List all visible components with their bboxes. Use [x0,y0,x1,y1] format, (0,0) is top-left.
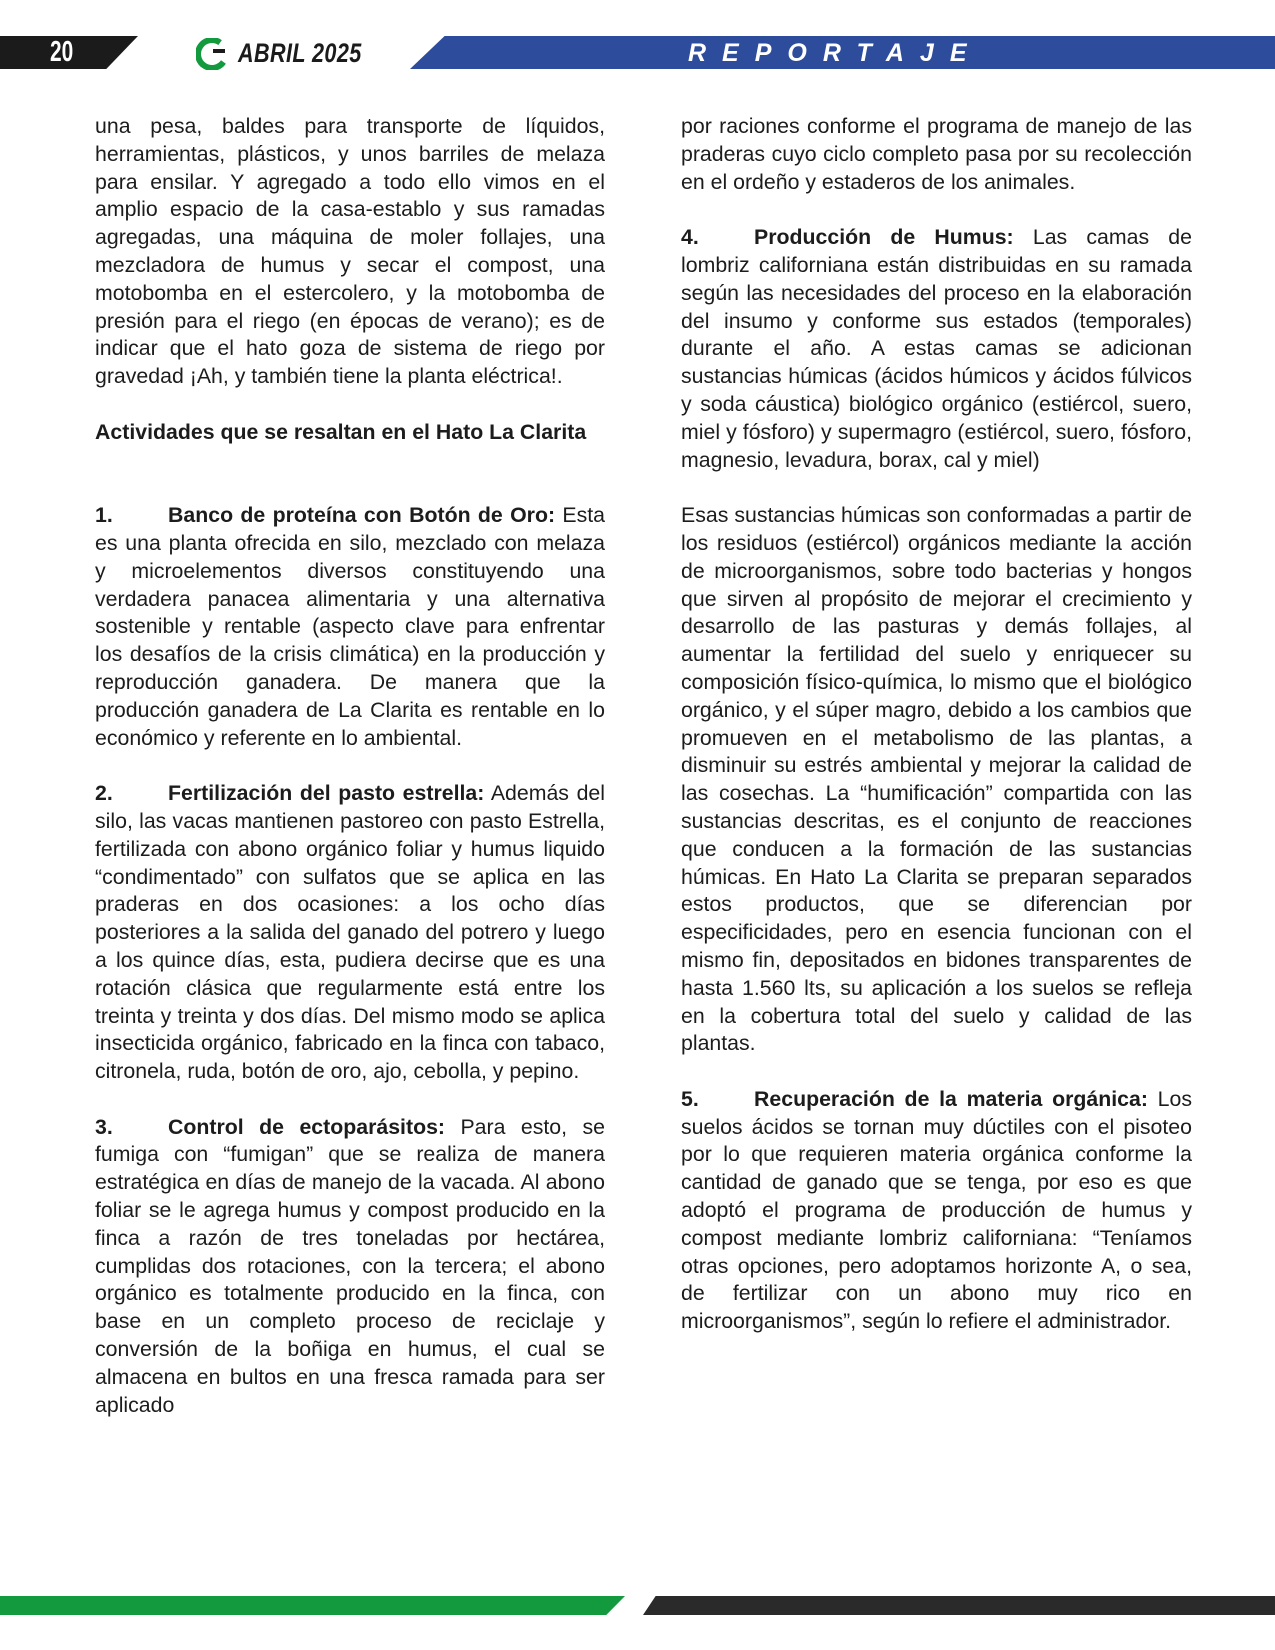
left-column [95,113,605,1419]
item-text: Esta es una planta ofrecida en silo, mezclado con melaza y microelementos diversos constituyendo una verdadera panacea alimentaria y una alternativa sostenible y rentable (aspecto clave para enfrentar los desafíos de la crisis climática) en la producción y reproducción ganadera. De manera que la producción ganadera de La Clarita es rentable en lo económico y referente en lo ambiental. [95,503,605,750]
item-title: Control de ectoparásitos: [168,1114,446,1139]
list-item-3 [95,1114,605,1420]
item-text: Además del silo, las vacas mantienen pastoreo con pasto Estrella, fertilizada con abono orgánico foliar y humus liquido “condimentado” con sulfatos que se aplica en las praderas en dos ocasiones: a los ocho días posteriores a la salida del ganado del potrero y luego a los quince días, esta, pudiera decirse que es una rotación clásica que regularmente está entre los treinta y treinta y dos días. Del mismo modo se aplica insecticida orgánico, fabricado en la finca con tabaco, citronela, ruda, botón de oro, ajo, cebolla, y pepino. [95,781,605,1084]
item-number: 1. [95,503,113,528]
list-item-5 [681,1086,1192,1336]
item-title: Recuperación de la materia orgánica: [754,1086,1148,1111]
item-title: Producción de Humus: [754,225,1014,250]
item-number: 5. [681,1086,699,1111]
section-title: REPORTAJE [688,39,983,67]
list-item-4 [681,224,1192,474]
right-column [681,113,1192,1336]
section-heading: Actividades que se resaltan en el Hato La Clarita [95,419,587,444]
list-item-2 [95,780,605,1086]
body-paragraph: por raciones conforme el programa de manejo de las praderas cuyo ciclo completo pasa por su recolección en el ordeño y estaderos de los animales. [681,114,1192,194]
item-title: Banco de proteína con Botón de Oro: [168,503,556,528]
footer-dark-bar [643,1596,1275,1615]
body-paragraph: una pesa, baldes para transporte de líquidos, herramientas, plásticos, y unos barriles de melaza para ensilar. Y agregado a todo ello vimos en el amplio espacio de la casa-establo y sus ramadas agregadas, una máquina de moler follajes, una mezcladora de humus y secar el compost, una motobomba en el estercolero, y la motobomba de presión para el riego (en épocas de verano); es de indicar que el hato goza de sistema de riego por gravedad ¡Ah, y también tiene la planta eléctrica!. [95,114,605,389]
item-text: Las camas de lombriz californiana están distribuidas en su ramada según las necesidades del proceso en la elaboración del insumo y conforme sus estados (temporales) durante el año. A estas camas se adicionan sustancias húmicas (ácidos húmicos y ácidos fúlvicos y soda cáustica) biológico orgánico (estiércol, suero, miel y fósforo) y supermagro (estiércol, suero, fósforo, magnesio, levadura, borax, cal y miel) [681,225,1192,472]
item-number: 4. [681,225,699,250]
item-number: 2. [95,781,113,806]
item-title: Fertilización del pasto estrella: [168,781,485,806]
list-item-1 [95,502,605,752]
item-text: Los suelos ácidos se tornan muy dúctiles con el pisoteo por lo que requieren materia orgánica conforme la cantidad de ganado que se tenga, por eso es que adoptó el programa de producción de humus y compost mediante lombriz californiana: “Teníamos otras opciones, pero adoptamos horizonte A, o sea, de fertilizar con un abono muy rico en microorganismos”, según lo refiere el administrador. [681,1086,1192,1334]
footer-green-bar [0,1596,625,1615]
page-number: 20 [50,36,74,68]
body-paragraph: Esas sustancias húmicas son conformadas a partir de los residuos (estiércol) orgánicos mediante la acción de microorganismos, sobre todo bacterias y hongos que sirven al propósito de mejorar el crecimiento y desarrollo de las pasturas y demás follajes, al aumentar la fertilidad del suelo y enriquecer su composición físico-química, lo mismo que el biológico orgánico, y el súper magro, debido a los cambios que promueven en el metabolismo de las plantas, a disminuir su estrés ambiental y mejorar la calidad de las cosechas. La “humificación” compartida con las sustancias descritas, es el conjunto de reacciones que conducen a la formación de las sustancias húmicas. En Hato La Clarita se preparan separados estos productos, que se diferencian por especificidades, pero en esencia funcionan con el mismo fin, depositados en bidones transparentes de hasta 1.560 lts, su aplicación a los suelos se refleja en la cobertura total del suelo y calidad de las plantas. [681,503,1192,1056]
item-text: Para esto, se fumiga con “fumigan” que se realiza de manera estratégica en días de manejo de la vacada. Al abono foliar se le agrega humus y compost producido en la finca a razón de tres toneladas por hectárea, cumplidas dos rotaciones, con la tercera; el abono orgánico es totalmente producido en la finca, con base en un completo proceso de reciclaje y conversión de la boñiga en humus, el cual se almacena en bultos en una fresca ramada para ser aplicado [95,1114,605,1417]
magazine-logo-c-icon [196,38,228,70]
item-number: 3. [95,1114,113,1139]
issue-date: ABRIL 2025 [238,38,362,68]
